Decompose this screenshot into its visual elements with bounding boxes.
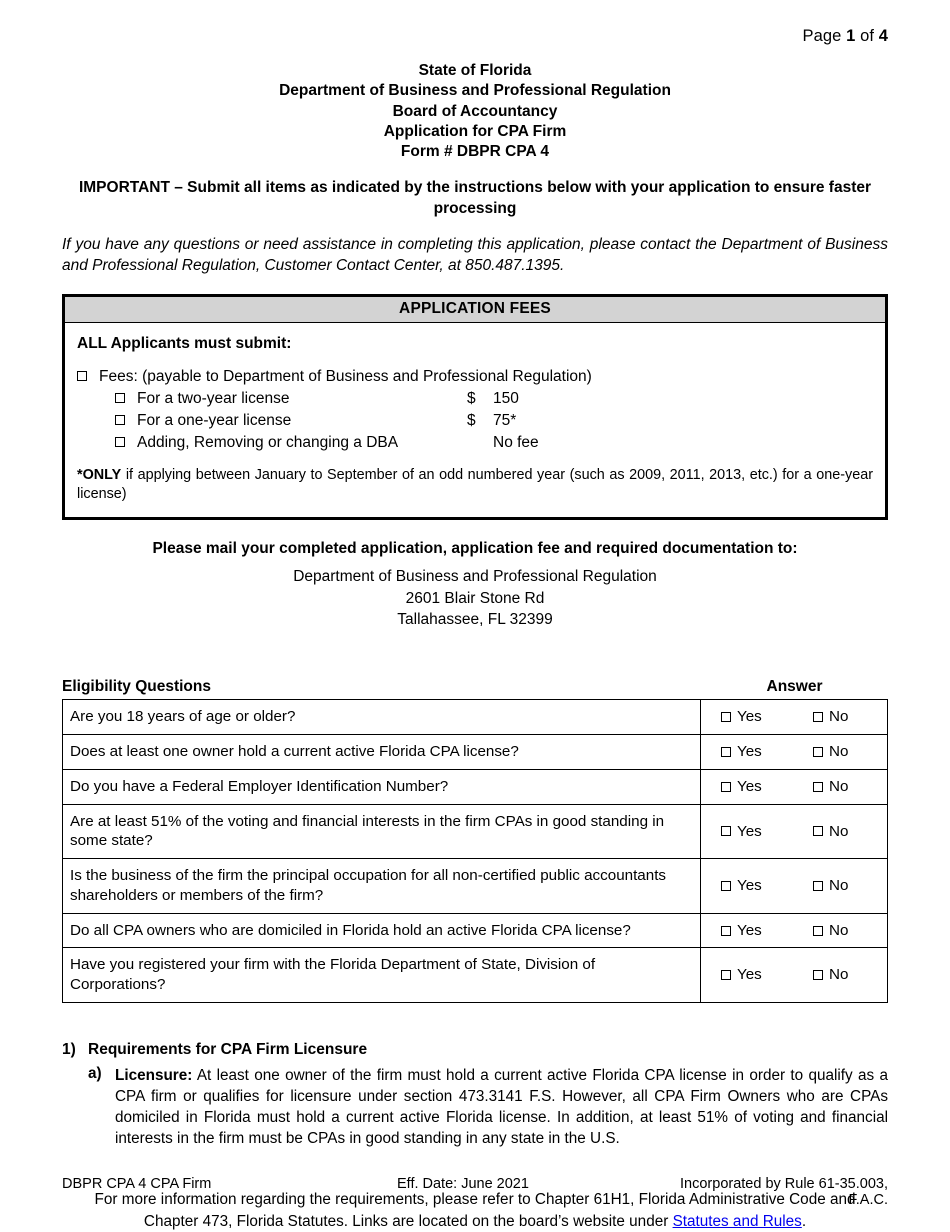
page-number-current: 1 <box>846 27 856 45</box>
requirement-item-number: 1) <box>62 1040 76 1058</box>
answer-yes-option[interactable] <box>707 876 799 896</box>
answer-yes-option[interactable] <box>707 742 799 762</box>
mailing-address <box>62 566 888 630</box>
requirement-subitem-a <box>62 1065 888 1149</box>
answer-no-label: No <box>829 777 849 795</box>
answer-no-option[interactable] <box>799 822 848 842</box>
checkbox-icon[interactable] <box>721 826 731 836</box>
answer-yes-option[interactable] <box>707 707 799 727</box>
fee-main-item[interactable] <box>77 366 873 388</box>
mailing-instructions-title: Please mail your completed application, application fee and required documentation to: <box>152 540 798 558</box>
checkbox-icon[interactable] <box>721 747 731 757</box>
requirement-subitem-title: Licensure: <box>115 1066 193 1084</box>
fees-footnote-text: if applying between January to September of an odd numbered year (such as 2009, 2011, 2013, etc.) for a one-year license) <box>77 466 873 503</box>
table-row <box>63 859 888 914</box>
mailing-address-line-2: 2601 Blair Stone Rd <box>405 589 545 607</box>
table-row <box>63 700 888 735</box>
page-number-mid: of <box>860 27 875 45</box>
requirements-section <box>62 1041 888 1149</box>
title-line-board: Board of Accountancy <box>392 102 558 120</box>
checkbox-icon[interactable] <box>813 782 823 792</box>
eligibility-answer-header: Answer <box>766 678 823 696</box>
answer-no-option[interactable] <box>799 965 848 985</box>
table-row <box>63 948 888 1003</box>
fee-option-amount: 75* <box>493 411 517 429</box>
title-line-application: Application for CPA Firm <box>383 122 567 140</box>
application-fees-box <box>62 294 888 521</box>
checkbox-icon[interactable] <box>115 437 125 447</box>
fee-option-label: For a two-year license <box>137 389 290 407</box>
page-number-total: 4 <box>878 27 888 45</box>
checkbox-icon[interactable] <box>721 970 731 980</box>
table-row <box>63 913 888 948</box>
more-information-text-after: . <box>801 1212 807 1230</box>
eligibility-questions-header: Eligibility Questions <box>62 678 211 696</box>
question-cell: Are at least 51% of the voting and financial interests in the firm CPAs in good standing in some state? <box>63 804 701 859</box>
checkbox-icon[interactable] <box>721 881 731 891</box>
application-fees-header: APPLICATION FEES <box>65 297 885 323</box>
application-fees-body <box>65 323 885 518</box>
checkbox-icon[interactable] <box>721 782 731 792</box>
table-row <box>63 804 888 859</box>
important-notice: IMPORTANT – Submit all items as indicated by the instructions below with your application to ensure faster processing <box>78 178 872 217</box>
title-line-department: Department of Business and Professional Regulation <box>279 82 671 100</box>
statutes-and-rules-link[interactable]: Statutes and Rules <box>672 1212 802 1230</box>
table-row <box>63 769 888 804</box>
fees-footnote <box>77 466 873 518</box>
checkbox-icon[interactable] <box>115 415 125 425</box>
checkbox-icon[interactable] <box>813 926 823 936</box>
question-cell: Do you have a Federal Employer Identification Number? <box>63 769 701 804</box>
answer-no-option[interactable] <box>799 742 848 762</box>
document-title-block <box>62 61 888 163</box>
checkbox-icon[interactable] <box>721 712 731 722</box>
answer-cell <box>701 948 888 1003</box>
footer-rule-reference: Incorporated by Rule 61-35.003, F.A.C. <box>680 1176 888 1208</box>
eligibility-questions-table <box>62 699 888 1003</box>
fee-option-one-year[interactable] <box>77 410 873 432</box>
answer-yes-option[interactable] <box>707 965 799 985</box>
answer-no-option[interactable] <box>799 777 848 797</box>
requirement-item-title: Requirements for CPA Firm Licensure <box>88 1040 368 1058</box>
answer-yes-label: Yes <box>737 743 762 761</box>
requirement-item-1 <box>62 1041 888 1059</box>
checkbox-icon[interactable] <box>721 926 731 936</box>
checkbox-icon[interactable] <box>813 826 823 836</box>
page-number <box>62 0 888 47</box>
answer-no-option[interactable] <box>799 876 848 896</box>
checkbox-icon[interactable] <box>813 970 823 980</box>
answer-cell <box>701 700 888 735</box>
answer-yes-label: Yes <box>737 966 762 984</box>
contact-paragraph: If you have any questions or need assistance in completing this application, please contact the Department of Business and Professional Regulation, Customer Contact Center, at 850.487.1395. <box>62 235 888 274</box>
answer-cell <box>701 769 888 804</box>
table-row <box>63 735 888 770</box>
answer-yes-label: Yes <box>737 877 762 895</box>
answer-cell <box>701 913 888 948</box>
answer-yes-option[interactable] <box>707 921 799 941</box>
answer-cell <box>701 804 888 859</box>
footer-effective-date: Eff. Date: June 2021 <box>397 1176 529 1192</box>
fee-option-currency: $ <box>467 389 476 407</box>
question-cell: Have you registered your firm with the Florida Department of State, Division of Corporations? <box>63 948 701 1003</box>
requirement-subitem-number: a) <box>88 1064 102 1082</box>
requirement-subitem-text: At least one owner of the firm must hold a current active Florida CPA license in order to qualify as a CPA firm or qualifies for licensure under section 473.3141 F.S. However, all CPA Firm Owners who are CPAs domiciled in Florida must hold a current active Florida license. In addition, at least 51% of voting and financial interests in the firm must be CPAs in good standing in any state in the U.S. <box>115 1066 888 1148</box>
answer-yes-label: Yes <box>737 777 762 795</box>
fee-main-item-label: Fees: (payable to Department of Business and Professional Regulation) <box>99 367 592 385</box>
fee-option-label: Adding, Removing or changing a DBA <box>137 433 399 451</box>
answer-no-label: No <box>829 743 849 761</box>
question-cell: Does at least one owner hold a current active Florida CPA license? <box>63 735 701 770</box>
checkbox-icon[interactable] <box>77 371 87 381</box>
fee-option-amount: 150 <box>493 389 519 407</box>
fee-option-label: For a one-year license <box>137 411 292 429</box>
footer-form-name: DBPR CPA 4 CPA Firm <box>62 1176 212 1192</box>
answer-yes-option[interactable] <box>707 777 799 797</box>
question-cell: Are you 18 years of age or older? <box>63 700 701 735</box>
mailing-address-line-1: Department of Business and Professional Regulation <box>293 568 657 586</box>
checkbox-icon[interactable] <box>813 712 823 722</box>
answer-no-label: No <box>829 708 849 726</box>
answer-cell <box>701 735 888 770</box>
checkbox-icon[interactable] <box>115 393 125 403</box>
answer-no-option[interactable] <box>799 707 848 727</box>
answer-no-label: No <box>829 822 849 840</box>
title-line-state: State of Florida <box>418 61 532 79</box>
fees-lead-text: ALL Applicants must submit: <box>77 334 292 352</box>
answer-yes-label: Yes <box>737 708 762 726</box>
fee-option-two-year[interactable] <box>77 388 873 410</box>
answer-no-label: No <box>829 921 849 939</box>
fee-option-amount: No fee <box>493 433 539 451</box>
checkbox-icon[interactable] <box>813 747 823 757</box>
page-number-prefix: Page <box>802 27 842 45</box>
fees-footnote-emphasis: *ONLY <box>77 466 122 483</box>
answer-yes-label: Yes <box>737 822 762 840</box>
mailing-address-line-3: Tallahassee, FL 32399 <box>397 611 553 629</box>
answer-no-label: No <box>829 966 849 984</box>
page-footer <box>62 1176 888 1208</box>
answer-no-label: No <box>829 877 849 895</box>
requirement-subitem-body <box>115 1065 888 1149</box>
answer-cell <box>701 859 888 914</box>
title-line-form-number: Form # DBPR CPA 4 <box>400 143 550 161</box>
answer-yes-option[interactable] <box>707 822 799 842</box>
checkbox-icon[interactable] <box>813 881 823 891</box>
question-cell: Is the business of the firm the principal occupation for all non-certified public accountants shareholders or members of the firm? <box>63 859 701 914</box>
eligibility-table-headers <box>62 678 888 699</box>
question-cell: Do all CPA owners who are domiciled in Florida hold an active Florida CPA license? <box>63 913 701 948</box>
fee-option-dba[interactable] <box>77 432 873 454</box>
answer-yes-label: Yes <box>737 921 762 939</box>
fee-option-currency: $ <box>467 411 476 429</box>
answer-no-option[interactable] <box>799 921 848 941</box>
more-information-text-before: For more information regarding the requirements, please refer to Chapter 61H1, Florida Administrative Code and Chapter 473, Florida Statutes. Links are located on the board’s website under <box>94 1191 856 1230</box>
